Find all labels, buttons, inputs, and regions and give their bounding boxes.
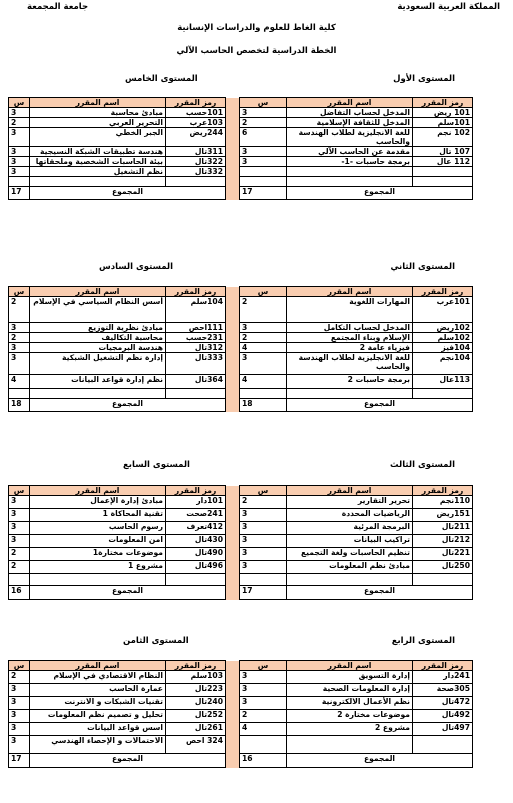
course-hours: 2 (240, 496, 287, 509)
course-name: عمارة الحاسب (30, 684, 166, 697)
course-code: 241صحت (166, 509, 226, 522)
total-row (9, 754, 473, 768)
course-hours: 3 (240, 157, 287, 167)
course-name: هندسة تطبيقات الشبكة النسيجية (30, 147, 166, 157)
course-name: نظم الأعمال الالكترونية (287, 697, 413, 710)
table-gap (226, 98, 240, 200)
code-header: رمز المقرر (413, 287, 473, 297)
course-name: مشروع 2 (287, 723, 413, 736)
course-code (413, 574, 473, 586)
code-header: رمز المقرر (413, 486, 473, 496)
total-hours: 17 (9, 187, 30, 200)
course-name: النظام الاقتصادي في الإسلام (30, 671, 166, 684)
course-code (413, 167, 473, 177)
total-row (9, 586, 473, 600)
course-hours: 3 (9, 710, 30, 723)
table-row (9, 697, 473, 710)
course-name: نظم التشغيل (30, 167, 166, 177)
hours-header: س (9, 486, 30, 496)
course-code: 221تال (413, 548, 473, 561)
table-row (9, 323, 473, 333)
course-hours (240, 389, 287, 399)
table-row (9, 353, 473, 375)
course-code: 102 نجم (413, 128, 473, 147)
course-name: فيزياء عامة 2 (287, 343, 413, 353)
course-name: تحرير التقارير (287, 496, 413, 509)
course-code (166, 574, 226, 586)
course-name: رسوم الحاسب (30, 522, 166, 535)
table-header-row (9, 287, 473, 297)
table-row (9, 147, 473, 157)
table-row (9, 375, 473, 389)
table-row (9, 496, 473, 509)
course-hours: 3 (240, 353, 287, 375)
course-code: 101دار (166, 496, 226, 509)
total-hours: 16 (9, 586, 30, 600)
course-hours: 3 (9, 353, 30, 375)
course-hours: 4 (9, 375, 30, 389)
course-name: بيئة الحاسبات الشخصية وملحقاتها (30, 157, 166, 167)
course-name: للغة الانجليزية لطلاب الهندسة والحاسب (287, 128, 413, 147)
table-row (9, 157, 473, 167)
course-code: 333تال (166, 353, 226, 375)
table-row (9, 723, 473, 736)
course-name: مبادئ إدارة الإعمال (30, 496, 166, 509)
course-code (413, 177, 473, 187)
table-row (9, 297, 473, 323)
code-header: رمز المقرر (166, 287, 226, 297)
course-code: 305صحة (413, 684, 473, 697)
course-code: 104نجم (413, 353, 473, 375)
course-name: برمجة حاسبات 2 (287, 375, 413, 389)
code-header: رمز المقرر (413, 661, 473, 671)
course-code: 110نجم (413, 496, 473, 509)
course-hours: 2 (9, 333, 30, 343)
code-header: رمز المقرر (166, 661, 226, 671)
course-name: مبادئ نظم المعلومات (287, 561, 413, 574)
course-hours: 2 (240, 118, 287, 128)
course-code: 231حسب (166, 333, 226, 343)
course-hours: 2 (240, 710, 287, 723)
course-code: 113عال (413, 375, 473, 389)
table-gap (226, 287, 240, 412)
course-hours: 3 (9, 323, 30, 333)
course-hours (240, 574, 287, 586)
total-label: المجموع (30, 754, 226, 768)
course-hours: 3 (9, 509, 30, 522)
course-code: 212تال (413, 535, 473, 548)
course-code (413, 736, 473, 754)
course-code (166, 389, 226, 399)
course-name: امن المعلومات (30, 535, 166, 548)
course-hours: 3 (9, 684, 30, 697)
name-header: اسم المقرر (287, 661, 413, 671)
table-row (9, 509, 473, 522)
hours-header: س (9, 287, 30, 297)
course-code: 472تال (413, 697, 473, 710)
course-name (30, 389, 166, 399)
plan-table-levels-4-8 (8, 660, 473, 768)
course-name: الرياضيات المحددة (287, 509, 413, 522)
plan-title: الخطة الدراسية لتخصص الحاسب الآلي (176, 46, 337, 56)
hours-header: س (9, 661, 30, 671)
college-name: كلية الغاط للعلوم والدراسات الإنسانية (177, 23, 336, 33)
course-code: 103سلم (166, 671, 226, 684)
course-name (287, 574, 413, 586)
name-header: اسم المقرر (30, 661, 166, 671)
course-code: 496تال (166, 561, 226, 574)
course-name: التحرير العربي (30, 118, 166, 128)
course-hours: 3 (240, 684, 287, 697)
course-code: 223تال (166, 684, 226, 697)
course-hours: 4 (240, 375, 287, 389)
table-row (9, 574, 473, 586)
course-code: 312تال (166, 343, 226, 353)
course-name (30, 177, 166, 187)
course-hours: 3 (240, 697, 287, 710)
course-hours: 6 (240, 128, 287, 147)
course-name: مبادئ نظرية التوزيع (30, 323, 166, 333)
course-name: أسس النظام السياسي في الإسلام (30, 297, 166, 323)
table-gap (226, 661, 240, 768)
total-hours: 17 (9, 754, 30, 768)
code-header: رمز المقرر (413, 98, 473, 108)
course-code: 250تال (413, 561, 473, 574)
course-name: تراكيب البيانات (287, 535, 413, 548)
course-name: إدارة التسويق (287, 671, 413, 684)
course-code: 103عرب (166, 118, 226, 128)
plan-table-levels-3-7 (8, 485, 473, 600)
course-name: هندسة البرمجيات (30, 343, 166, 353)
course-name: مشروع 1 (30, 561, 166, 574)
table-row (9, 128, 473, 147)
course-hours (240, 177, 287, 187)
name-header: اسم المقرر (287, 98, 413, 108)
total-label: المجموع (30, 399, 226, 412)
total-label: المجموع (287, 187, 473, 200)
country-name: المملكة العربية السعودية (397, 2, 500, 12)
course-hours: 4 (240, 343, 287, 353)
course-code: 107 تال (413, 147, 473, 157)
name-header: اسم المقرر (287, 287, 413, 297)
course-name: موضوعات مختارة1 (30, 548, 166, 561)
code-header: رمز المقرر (166, 98, 226, 108)
course-code: 430تال (166, 535, 226, 548)
table-row (9, 561, 473, 574)
course-name: للغة الانجليزية لطلاب الهندسة والحاسب (287, 353, 413, 375)
course-code: 151ريض (413, 509, 473, 522)
course-code: 324 احص (166, 736, 226, 754)
course-code (413, 389, 473, 399)
course-name: تقنيات الشبكات و الانترنت (30, 697, 166, 710)
total-hours: 17 (240, 187, 287, 200)
course-name: محاسبة التكاليف (30, 333, 166, 343)
course-code: 101حسب (166, 108, 226, 118)
course-hours: 3 (9, 147, 30, 157)
course-code: 412تعرف (166, 522, 226, 535)
course-name (287, 736, 413, 754)
course-hours: 2 (9, 548, 30, 561)
table-row (9, 167, 473, 177)
course-hours: 3 (9, 697, 30, 710)
plan-table-levels-1-5 (8, 97, 473, 200)
course-code: 112 عال (413, 157, 473, 167)
course-hours: 3 (240, 522, 287, 535)
course-hours: 2 (9, 118, 30, 128)
plan-table-levels-2-6 (8, 286, 473, 412)
hours-header: س (9, 98, 30, 108)
course-hours: 4 (240, 723, 287, 736)
course-hours: 3 (9, 522, 30, 535)
course-hours (9, 389, 30, 399)
level-5-title: المستوى الخامس (125, 74, 198, 84)
level-4-title: المستوى الرابع (391, 636, 455, 646)
course-code: 101عرب (413, 297, 473, 323)
hours-header: س (240, 287, 287, 297)
table-row (9, 118, 473, 128)
course-hours (9, 177, 30, 187)
course-name: إدارة المعلومات الصحية (287, 684, 413, 697)
course-code: 490تال (166, 548, 226, 561)
course-name: الاحتمالات و الإحصاء الهندسي (30, 736, 166, 754)
hours-header: س (240, 486, 287, 496)
course-code: 244ريض (166, 128, 226, 147)
course-hours: 3 (9, 343, 30, 353)
course-hours: 3 (9, 108, 30, 118)
level-1-title: المستوى الأول (393, 74, 455, 84)
total-label: المجموع (287, 399, 473, 412)
course-hours (240, 736, 287, 754)
course-name: تحليل و تصميم نظم المعلومات (30, 710, 166, 723)
level-7-title: المستوى السابع (123, 460, 190, 470)
course-name: نظم إدارة قواعد البيانات (30, 375, 166, 389)
course-name: إدارة نظم التشغيل الشبكية (30, 353, 166, 375)
course-name (287, 177, 413, 187)
level-6-title: المستوى السادس (99, 262, 174, 272)
course-code: 102سلم (413, 333, 473, 343)
table-row (9, 736, 473, 754)
course-code: 492تال (413, 710, 473, 723)
total-row (9, 399, 473, 412)
course-hours: 3 (9, 167, 30, 177)
course-hours: 3 (240, 671, 287, 684)
course-name (287, 167, 413, 177)
course-code: 252تال (166, 710, 226, 723)
course-hours: 2 (240, 297, 287, 323)
course-hours: 3 (240, 323, 287, 333)
course-hours: 3 (240, 535, 287, 548)
course-hours: 3 (9, 723, 30, 736)
course-hours: 3 (9, 496, 30, 509)
total-label: المجموع (30, 187, 226, 200)
table-row (9, 671, 473, 684)
total-hours: 17 (240, 586, 287, 600)
course-code: 102ريض (413, 323, 473, 333)
course-hours: 3 (240, 509, 287, 522)
level-3-title: المستوى الثالث (390, 460, 455, 470)
course-hours (240, 167, 287, 177)
table-header-row (9, 661, 473, 671)
course-name: اسس قواعد البيانات (30, 723, 166, 736)
course-code: 261تال (166, 723, 226, 736)
total-label: المجموع (287, 586, 473, 600)
course-name: المدخل للثقافة الإسلامية (287, 118, 413, 128)
course-name (287, 389, 413, 399)
table-row (9, 108, 473, 118)
course-hours: 2 (9, 671, 30, 684)
course-hours: 3 (240, 561, 287, 574)
course-hours: 2 (240, 333, 287, 343)
course-name: موضوعات مختارة 2 (287, 710, 413, 723)
course-code: 364تال (166, 375, 226, 389)
name-header: اسم المقرر (30, 98, 166, 108)
course-code: 240تال (166, 697, 226, 710)
name-header: اسم المقرر (30, 287, 166, 297)
course-code: 104فيز (413, 343, 473, 353)
course-name: مقدمة عن الحاسب الآلي (287, 147, 413, 157)
course-hours: 3 (240, 108, 287, 118)
name-header: اسم المقرر (30, 486, 166, 496)
course-code: 311تال (166, 147, 226, 157)
total-hours: 16 (240, 754, 287, 768)
table-row (9, 548, 473, 561)
course-code: 497تال (413, 723, 473, 736)
table-header-row (9, 98, 473, 108)
course-name: تقنية المحاكاة 1 (30, 509, 166, 522)
course-hours: 3 (240, 548, 287, 561)
total-hours: 18 (9, 399, 30, 412)
table-row (9, 522, 473, 535)
course-hours: 2 (9, 561, 30, 574)
course-name: الجبر الخطي (30, 128, 166, 147)
course-name: تنظيم الحاسبات ولغة التجميع (287, 548, 413, 561)
course-name: المهارات اللغوية (287, 297, 413, 323)
table-row (9, 710, 473, 723)
course-code: 322تال (166, 157, 226, 167)
hours-header: س (240, 98, 287, 108)
course-name: الإسلام وبناء المجتمع (287, 333, 413, 343)
course-hours (9, 574, 30, 586)
table-row (9, 177, 473, 187)
course-hours: 2 (9, 297, 30, 323)
course-code: 104سلم (166, 297, 226, 323)
course-name: المدخل لحساب التكامل (287, 323, 413, 333)
course-name: برمجة حاسبات -1- (287, 157, 413, 167)
total-label: المجموع (287, 754, 473, 768)
level-8-title: المستوى الثامن (123, 636, 189, 646)
course-hours: 3 (9, 736, 30, 754)
table-row (9, 389, 473, 399)
total-hours: 18 (240, 399, 287, 412)
course-code: 211تال (413, 522, 473, 535)
table-row (9, 535, 473, 548)
course-code: 241دار (413, 671, 473, 684)
course-code (166, 177, 226, 187)
course-code: 101 ريض (413, 108, 473, 118)
total-row (9, 187, 473, 200)
level-2-title: المستوى الثاني (390, 262, 455, 272)
course-hours: 3 (9, 128, 30, 147)
table-row (9, 333, 473, 343)
course-hours: 3 (9, 535, 30, 548)
course-hours: 3 (240, 147, 287, 157)
course-name: مبادئ محاسبة (30, 108, 166, 118)
course-code: 101سلم (413, 118, 473, 128)
total-label: المجموع (30, 586, 226, 600)
course-code: 111احص (166, 323, 226, 333)
course-name: المدخل لحساب التفاضل (287, 108, 413, 118)
course-hours: 3 (9, 157, 30, 167)
hours-header: س (240, 661, 287, 671)
table-header-row (9, 486, 473, 496)
course-code: 332تال (166, 167, 226, 177)
table-row (9, 343, 473, 353)
course-name (30, 574, 166, 586)
course-name: البرمجة المرئية (287, 522, 413, 535)
code-header: رمز المقرر (166, 486, 226, 496)
university-name: جامعة المجمعة (27, 2, 89, 12)
name-header: اسم المقرر (287, 486, 413, 496)
table-row (9, 684, 473, 697)
table-gap (226, 486, 240, 600)
